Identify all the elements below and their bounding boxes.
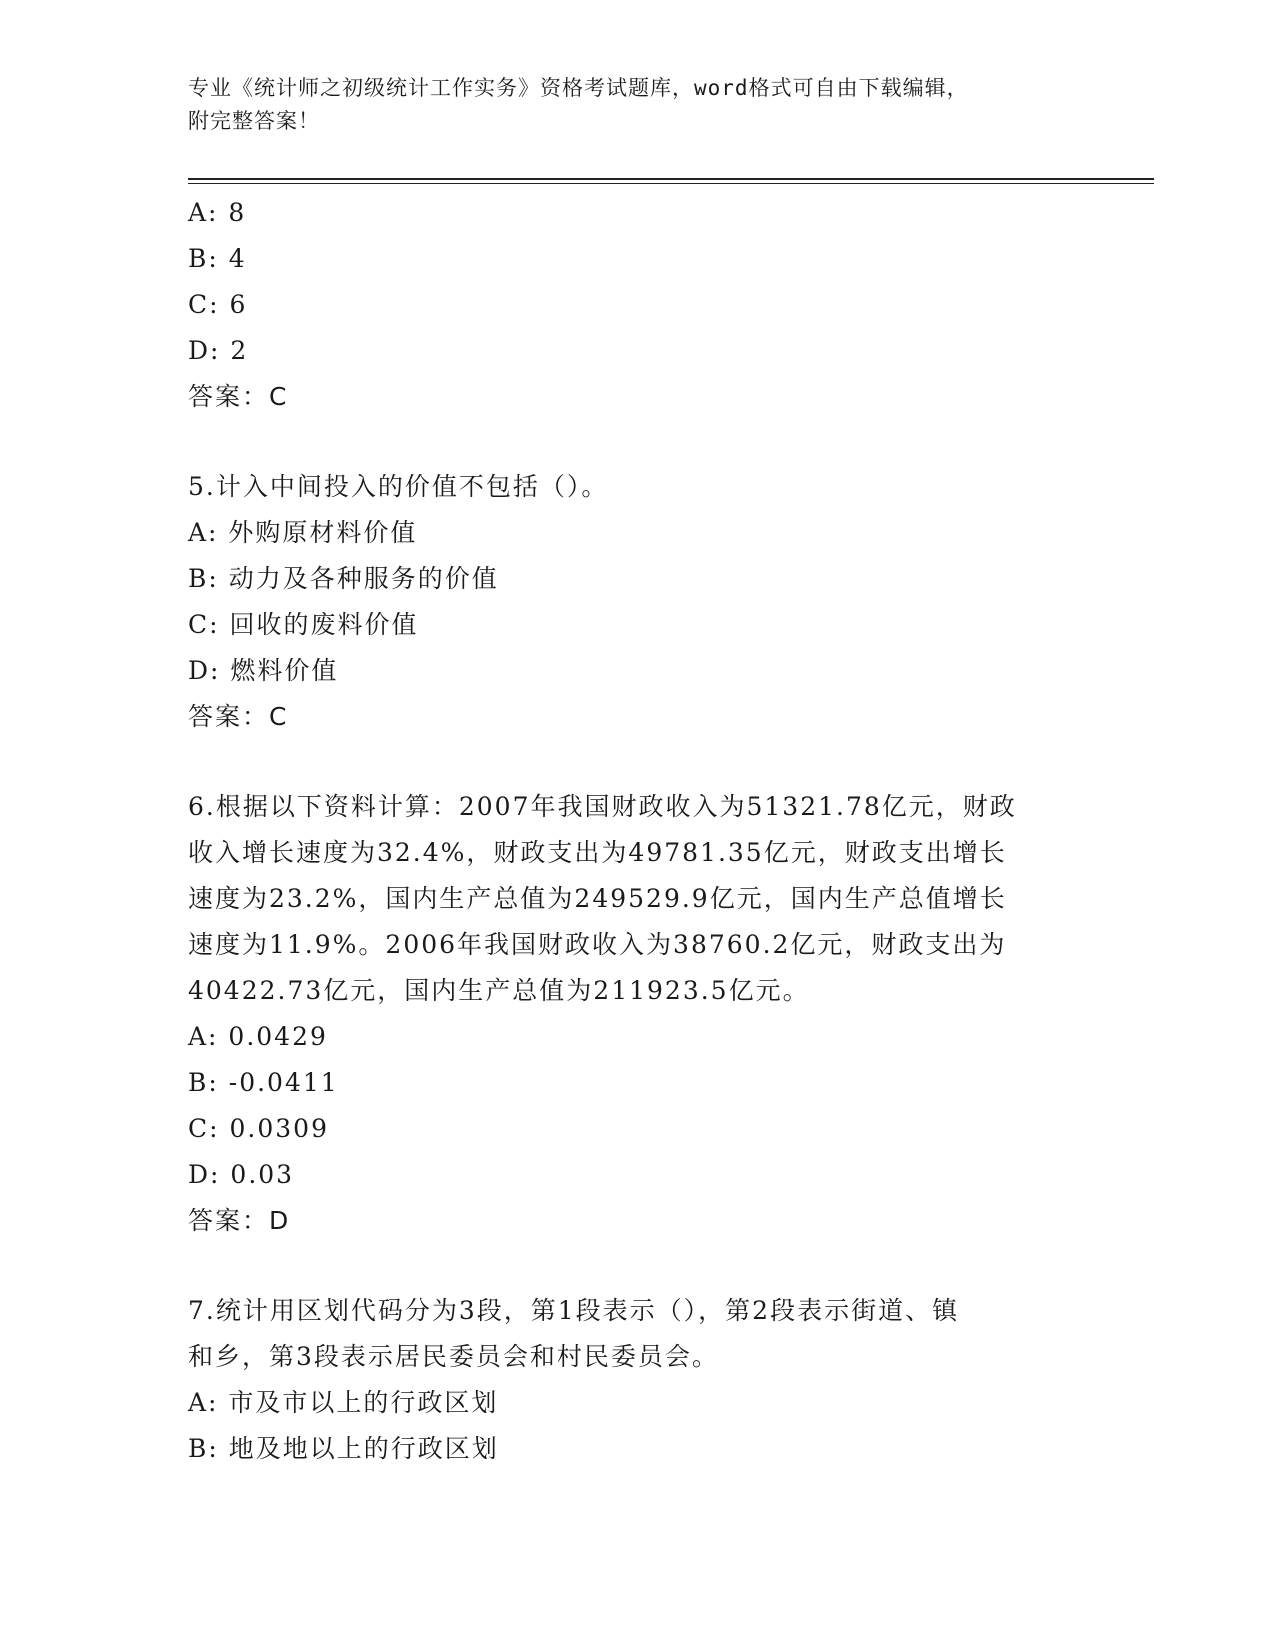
- question-text-line: 和乡，第3段表示居民委员会和村民委员会。: [188, 1342, 719, 1371]
- question-list: [188, 190, 1088, 1472]
- question-text-line: 速度为23.2%，国内生产总值为249529.9亿元，国内生产总值增长: [188, 884, 1007, 913]
- answer-line: 答案：C: [188, 702, 289, 731]
- document-header: [188, 72, 1088, 138]
- option-b: B: 动力及各种服务的价值: [188, 564, 499, 593]
- header-line-1: 专业《统计师之初级统计工作实务》资格考试题库，word格式可自由下载编辑，: [188, 76, 969, 100]
- option-d: D: 0.03: [188, 1160, 295, 1189]
- question-block: [188, 190, 1088, 420]
- option-b: B: 地及地以上的行政区划: [188, 1434, 499, 1463]
- answer-line: 答案：C: [188, 382, 289, 411]
- option-c: C: 0.0309: [188, 1114, 329, 1143]
- header-divider: [188, 178, 1154, 180]
- question-text-line: 7.统计用区划代码分为3段，第1段表示（），第2段表示街道、镇: [188, 1296, 960, 1325]
- question-text-line: 6.根据以下资料计算：2007年我国财政收入为51321.78亿元，财政: [188, 792, 1017, 821]
- option-a: A: 外购原材料价值: [188, 518, 418, 547]
- question-text-line: 40422.73亿元，国内生产总值为211923.5亿元。: [188, 976, 810, 1005]
- header-line-2: 附完整答案！: [188, 109, 320, 133]
- option-d: D: 燃料价值: [188, 656, 339, 685]
- option-b: B: -0.0411: [188, 1068, 339, 1097]
- question-block: [188, 464, 1088, 740]
- option-a: A: 8: [188, 198, 247, 227]
- option-c: C: 6: [188, 290, 248, 319]
- question-text-line: 收入增长速度为32.4%，财政支出为49781.35亿元，财政支出增长: [188, 838, 1007, 867]
- header-divider-thin: [188, 183, 1154, 184]
- option-a: A: 市及市以上的行政区划: [188, 1388, 499, 1417]
- option-d: D: 2: [188, 336, 249, 365]
- question-block: [188, 1288, 1088, 1472]
- option-a: A: 0.0429: [188, 1022, 328, 1051]
- question-text-line: 速度为11.9%。2006年我国财政收入为38760.2亿元，财政支出为: [188, 930, 1007, 959]
- answer-line: 答案：D: [188, 1206, 291, 1235]
- option-b: B: 4: [188, 244, 247, 273]
- option-c: C: 回收的废料价值: [188, 610, 419, 639]
- question-block: [188, 784, 1088, 1244]
- question-text: 5.计入中间投入的价值不包括（）。: [188, 472, 609, 501]
